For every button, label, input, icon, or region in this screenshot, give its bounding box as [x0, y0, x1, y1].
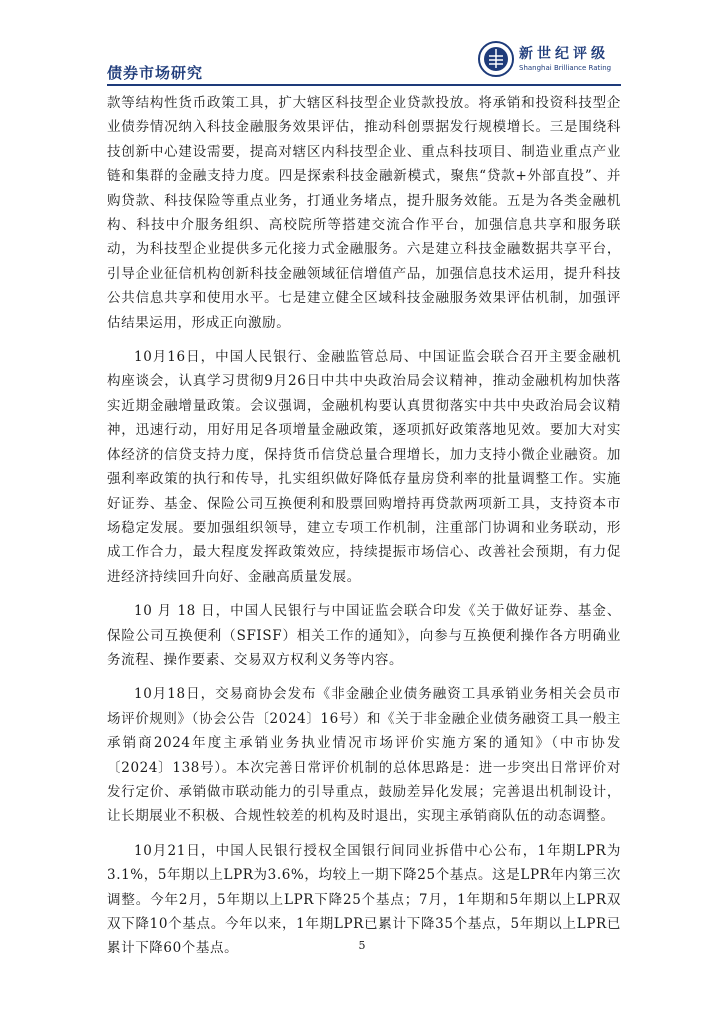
- report-series-title: 债券市场研究: [107, 64, 204, 82]
- paragraph: 10 月 18 日，中国人民银行与中国证监会联合印发《关于做好证券、基金、保险公司互换便利（SFISF）相关工作的通知》，向参与互换便利操作各方明确业务流程、操作要素、交易双方权利义务等内容。: [107, 603, 621, 668]
- logo-english-name: Shanghai Brilliance Rating: [519, 64, 612, 72]
- header-divider: [107, 84, 621, 86]
- rating-agency-logo: [477, 40, 627, 80]
- page-number: 5: [358, 939, 366, 952]
- paragraph: 10月18日，交易商协会发布《非金融企业债务融资工具承销业务相关会员市场评价规则》（协会公告〔2024〕16号）和《关于非金融企业债务融资工具一般主承销商2024年度主承销业务执业情况市场评价实施方案的通知》（中市协发〔2024〕138号）。本次完善日常评价机制的总体思路是：进一步突出日常评价对发行定价、承销做市联动能力的引导重点，鼓励差异化发展；完善退出机制设计，让长期展业不积极、合规性较差的机构及时退出，实现主承销商队伍的动态调整。: [107, 686, 621, 825]
- logo-chinese-name: 新世纪评级: [519, 46, 609, 62]
- page-header: [107, 38, 627, 90]
- paragraph: 款等结构性货币政策工具，扩大辖区科技型企业贷款投放。将承销和投资科技型企业债券情况纳入科技金融服务效果评估，推动科创票据发行规模增长。三是围绕科技创新中心建设需要，提高对辖区内科技型企业、重点科技项目、制造业重点产业链和集群的金融支持力度。四是探索科技金融新模式，聚焦“贷款+外部直投”、并购贷款、科技保险等重点业务，打通业务堵点，提升服务效能。五是为各类金融机构、科技中介服务组织、高校院所等搭建交流合作平台，加强信息共享和服务联动，为科技型企业提供多元化接力式金融服务。六是建立科技金融数据共享平台，引导企业征信机构创新科技金融领域征信增值产品，加强信息技术运用，提升科技公共信息共享和使用水平。七是建立健全区域科技金融服务效果评估机制，加强评估结果运用，形成正向激励。: [107, 95, 621, 331]
- paragraph: 10月21日，中国人民银行授权全国银行间同业拆借中心公布，1年期LPR为3.1%，5年期以上LPR为3.6%，均较上一期下降25个基点。这是LPR年内第三次调整。今年2月，5年期以上LPR下降25个基点；7月，1年期和5年期以上LPR双双下降10个基点。今年以来，1年期LPR已累计下降35个基点，5年期以上LPR已累计下降60个基点。: [107, 842, 621, 957]
- document-body: [107, 91, 621, 971]
- logo-emblem-icon: [477, 40, 515, 78]
- paragraph: 10月16日，中国人民银行、金融监管总局、中国证监会联合召开主要金融机构座谈会，认真学习贯彻9月26日中共中央政治局会议精神，推动金融机构加快落实近期金融增量政策。会议强调，金融机构要认真贯彻落实中共中央政治局会议精神，迅速行动，用好用足各项增量金融政策，逐项抓好政策落地见效。要加大对实体经济的信贷支持力度，保持货币信贷总量合理增长，加力支持小微企业融资。加强利率政策的执行和传导，扎实组织做好降低存量房贷利率的批量调整工作。实施好证券、基金、保险公司互换便利和股票回购增持再贷款两项新工具，支持资本市场稳定发展。要加强组织领导，建立专项工作机制，注重部门协调和业务联动，形成工作合力，最大程度发挥政策效应，持续提振市场信心、改善社会预期，有力促进经济持续回升向好、金融高质量发展。: [107, 349, 621, 585]
